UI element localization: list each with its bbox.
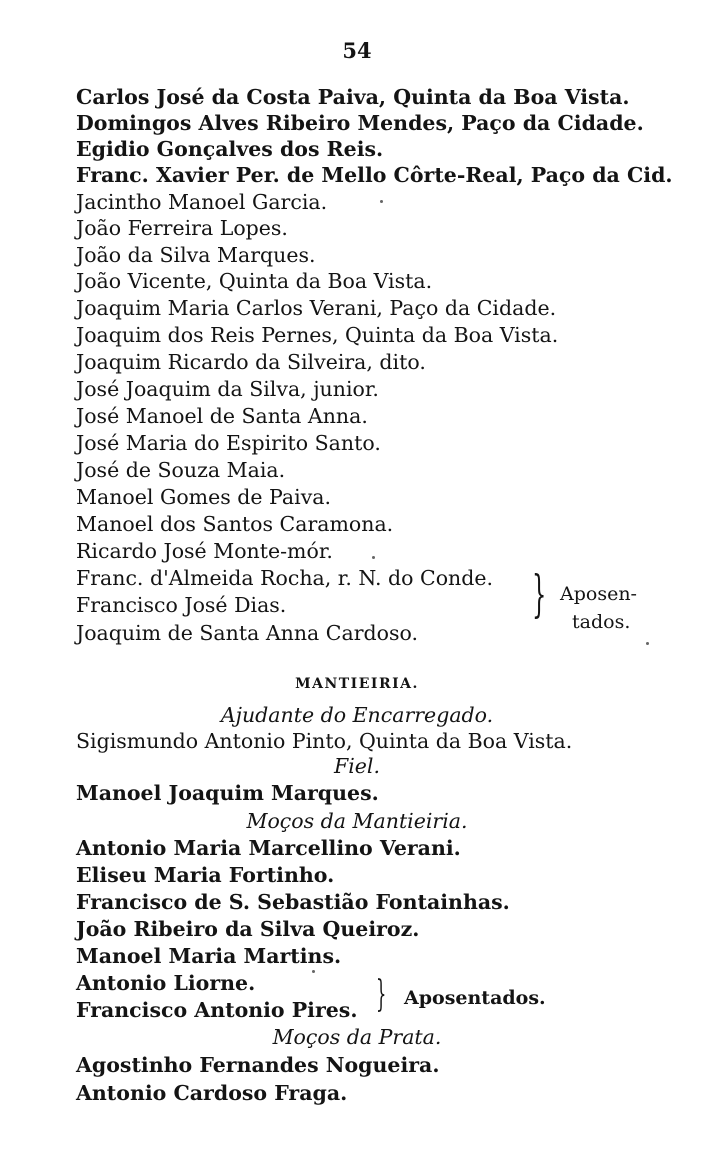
name-line: Manoel dos Santos Caramona. [76, 512, 394, 536]
print-speck [372, 556, 375, 559]
name-line: João da Silva Marques. [76, 243, 316, 267]
right-brace: } [532, 565, 547, 623]
section-title: MANTIEIRIA. [295, 676, 419, 692]
retired-note: Aposentados. [404, 987, 546, 1009]
name-line: João Ribeiro da Silva Queiroz. [76, 917, 420, 941]
print-speck [646, 642, 649, 645]
subheading-fiel: Fiel. [334, 754, 380, 778]
name-line: Carlos José da Costa Paiva, Quinta da Boa Vista. [76, 85, 630, 109]
print-speck [312, 970, 315, 973]
name-line: Manoel Joaquim Marques. [76, 781, 379, 805]
retired-name-line: Antonio Liorne. [76, 971, 256, 995]
right-brace: } [376, 974, 387, 1015]
name-line: José Joaquim da Silva, junior. [76, 377, 379, 401]
name-line: Egidio Gonçalves dos Reis. [76, 137, 384, 161]
subheading-mocos-prata: Moços da Prata. [272, 1025, 442, 1049]
name-line: Joaquim Maria Carlos Verani, Paço da Cidade. [76, 296, 557, 320]
name-line: José Maria do Espirito Santo. [76, 431, 381, 455]
name-line: Francisco de S. Sebastião Fontainhas. [76, 890, 510, 914]
name-line: João Ferreira Lopes. [76, 216, 288, 240]
name-line: Sigismundo Antonio Pinto, Quinta da Boa Vista. [76, 729, 573, 753]
retired-name-line: Joaquim de Santa Anna Cardoso. [76, 621, 418, 645]
name-line: Antonio Cardoso Fraga. [76, 1081, 348, 1105]
name-line: José Manoel de Santa Anna. [76, 404, 368, 428]
name-line: Joaquim Ricardo da Silveira, dito. [76, 350, 426, 374]
name-line: João Vicente, Quinta da Boa Vista. [76, 269, 433, 293]
retired-note-line2: tados. [572, 611, 631, 633]
retired-name-line: Francisco Antonio Pires. [76, 998, 358, 1022]
name-line: Franc. Xavier Per. de Mello Côrte-Real, Paço da Cid. [76, 163, 673, 187]
name-line: Joaquim dos Reis Pernes, Quinta da Boa Vista. [76, 323, 559, 347]
name-line: Ricardo José Monte-mór. [76, 539, 333, 563]
name-line: Jacintho Manoel Garcia. [76, 190, 328, 214]
subheading-mocos-mantieiria: Moços da Mantieiria. [246, 809, 468, 833]
name-line: Eliseu Maria Fortinho. [76, 863, 335, 887]
retired-name-line: Francisco José Dias. [76, 593, 287, 617]
print-speck [380, 200, 383, 203]
page-number: 54 [342, 38, 372, 63]
name-line: Manoel Gomes de Paiva. [76, 485, 332, 509]
subheading-ajudante: Ajudante do Encarregado. [220, 703, 494, 727]
name-line: Domingos Alves Ribeiro Mendes, Paço da Cidade. [76, 111, 644, 135]
name-line: Antonio Maria Marcellino Verani. [76, 836, 461, 860]
name-line: Agostinho Fernandes Nogueira. [76, 1053, 440, 1077]
retired-note-line1: Aposen- [560, 583, 637, 605]
retired-name-line: Franc. d'Almeida Rocha, r. N. do Conde. [76, 566, 494, 590]
name-line: Manoel Maria Martins. [76, 944, 342, 968]
name-line: José de Souza Maia. [76, 458, 286, 482]
